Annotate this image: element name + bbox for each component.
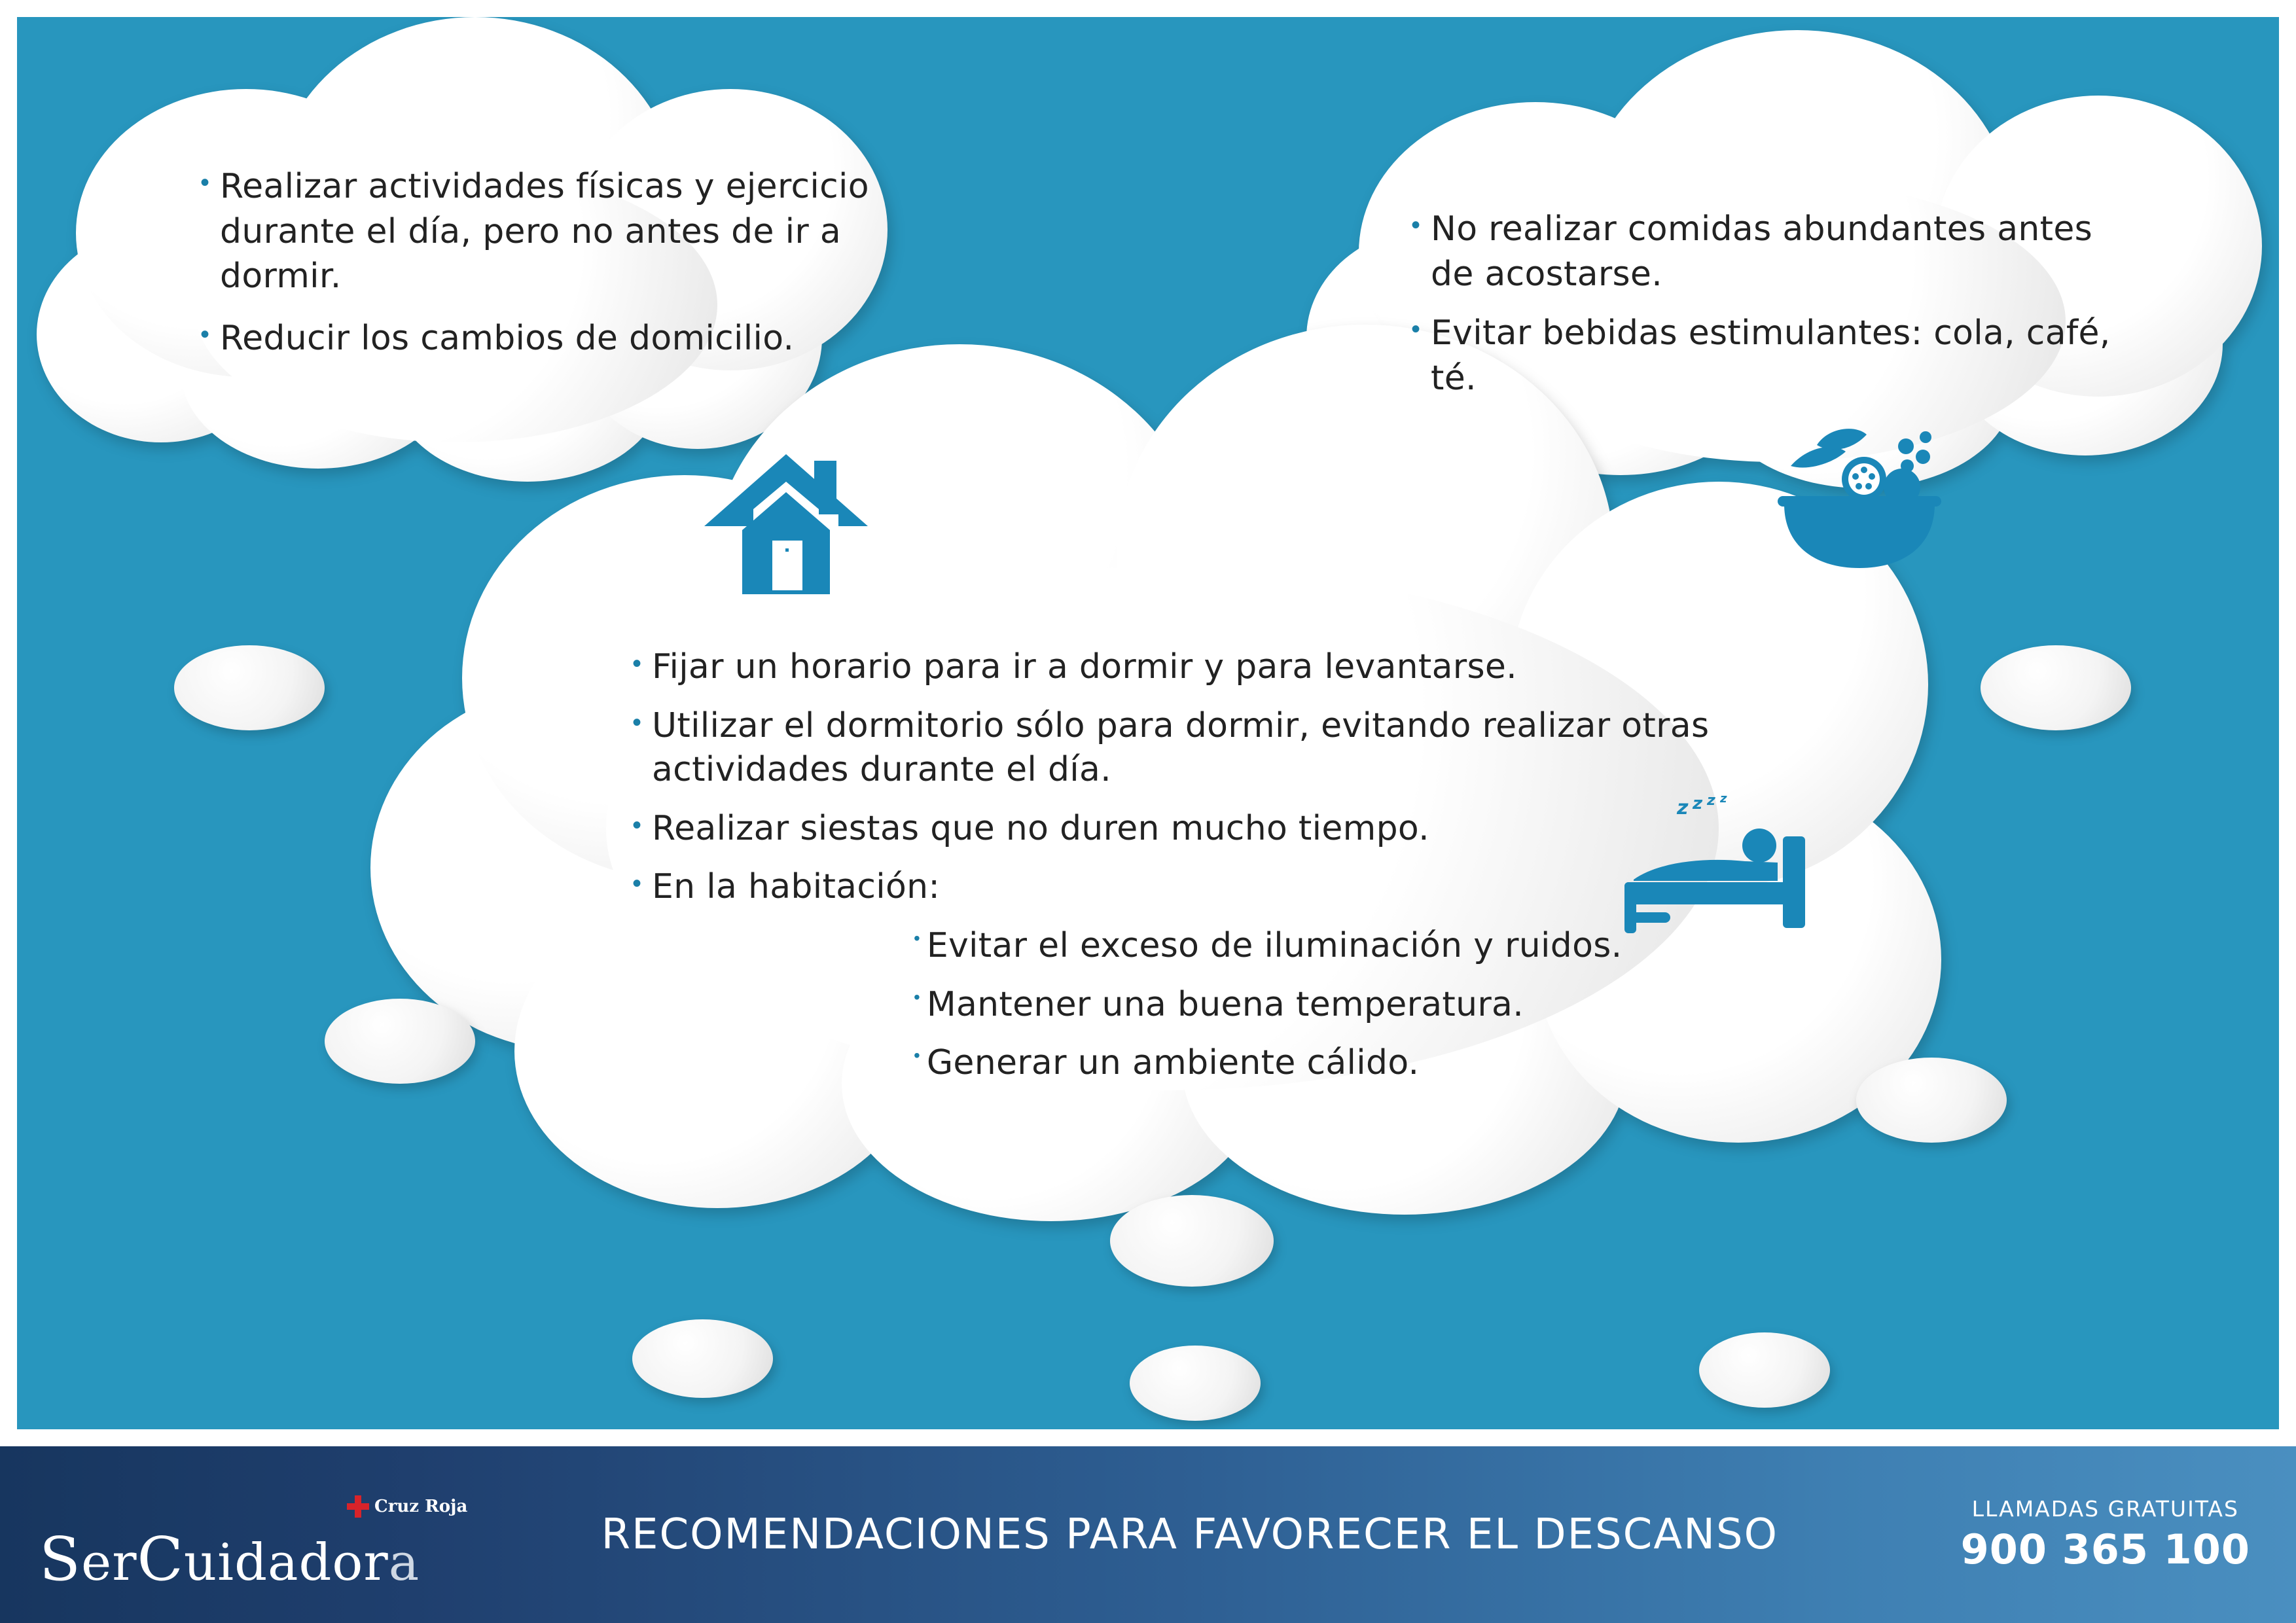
cloud-left-text-block [200,164,888,378]
cloud-right-text-block [1411,207,2118,416]
bullet-dot-icon: • [632,810,642,840]
list-item [632,704,1863,793]
red-cross-icon [347,1495,369,1518]
bullet-dot-icon: • [632,707,642,737]
bullet-dot-icon: • [200,168,210,197]
bullet-text: Evitar bebidas estimulantes: cola, café, té. [1431,313,2111,398]
sub-bullet-text: Mantener una buena temperatura. [926,984,1524,1024]
bullet-dot-icon: • [200,319,210,349]
brand-letter-c: C [137,1524,184,1594]
bullet-dot-icon: • [632,869,642,899]
sub-list-item [914,1041,1863,1086]
svg-text:z: z [1720,792,1727,806]
brand-letter-s: S [39,1524,82,1594]
fruit-bowl-icon [1778,423,1941,577]
phone-number[interactable]: 900 365 100 [1960,1525,2250,1573]
list-item [200,164,888,299]
free-calls-block [1961,1496,2250,1573]
bullet-text: No realizar comidas abundantes antes de acostarse. [1431,209,2093,294]
cloud-puff [1856,1058,2007,1143]
svg-text:z: z [1693,794,1703,813]
list-item [632,645,1863,690]
list-item [1411,311,2118,401]
zzz-text: z [1677,796,1689,819]
cruz-roja-logo [347,1495,467,1518]
cloud-puff [1110,1195,1274,1287]
bullet-dot-icon: • [914,986,920,1007]
house-icon [704,449,868,603]
sub-bullet-text: Generar un ambiente cálido. [926,1043,1420,1083]
brand-uidador: uidador [183,1533,389,1592]
sercuidadora-logo [39,1469,468,1600]
cloud-puff [174,645,325,730]
bullet-text: En la habitación: [652,867,941,907]
free-calls-label: LLAMADAS GRATUITAS [1971,1496,2239,1522]
bullet-dot-icon: • [1411,211,1421,240]
bullet-dot-icon: • [914,1045,920,1066]
svg-text:z: z [1707,793,1715,809]
cloud-puff [632,1319,773,1398]
cruz-roja-label: Cruz Roja [374,1497,468,1516]
bullet-text: Realizar siestas que no duren mucho tiempo. [652,808,1429,848]
sky-background [17,17,2279,1429]
footer-title: RECOMENDACIONES PARA FAVORECER EL DESCANSO [601,1510,1778,1559]
sub-bullet-text: Evitar el exceso de iluminación y ruidos. [926,925,1623,965]
bullet-text: Utilizar el dormitorio sólo para dormir, evitando realizar otras actividades durante el día. [652,705,1710,790]
bullet-dot-icon: • [1411,315,1421,344]
bullet-text: Reducir los cambios de domicilio. [220,318,795,358]
list-item [1411,207,2118,296]
brand-letter-a: a [388,1533,420,1592]
sleeping-person-in-bed-icon [1614,789,1863,969]
bullet-text: Fijar un horario para ir a dormir y para levantarse. [652,647,1517,687]
bullet-text: Realizar actividades físicas y ejercicio durante el día, pero no antes de ir a dormir. [220,167,869,296]
cloud-puff [325,999,475,1084]
cloud-puff [1981,645,2131,730]
cloud-puff [1130,1346,1261,1421]
brand-er: er [81,1533,137,1592]
list-item [200,316,888,361]
bullet-dot-icon: • [914,927,920,948]
brand-wordmark [39,1524,420,1594]
cloud-puff [1699,1332,1830,1408]
footer-bar [0,1446,2296,1623]
bullet-dot-icon: • [632,649,642,678]
sub-list-item [914,983,1863,1027]
